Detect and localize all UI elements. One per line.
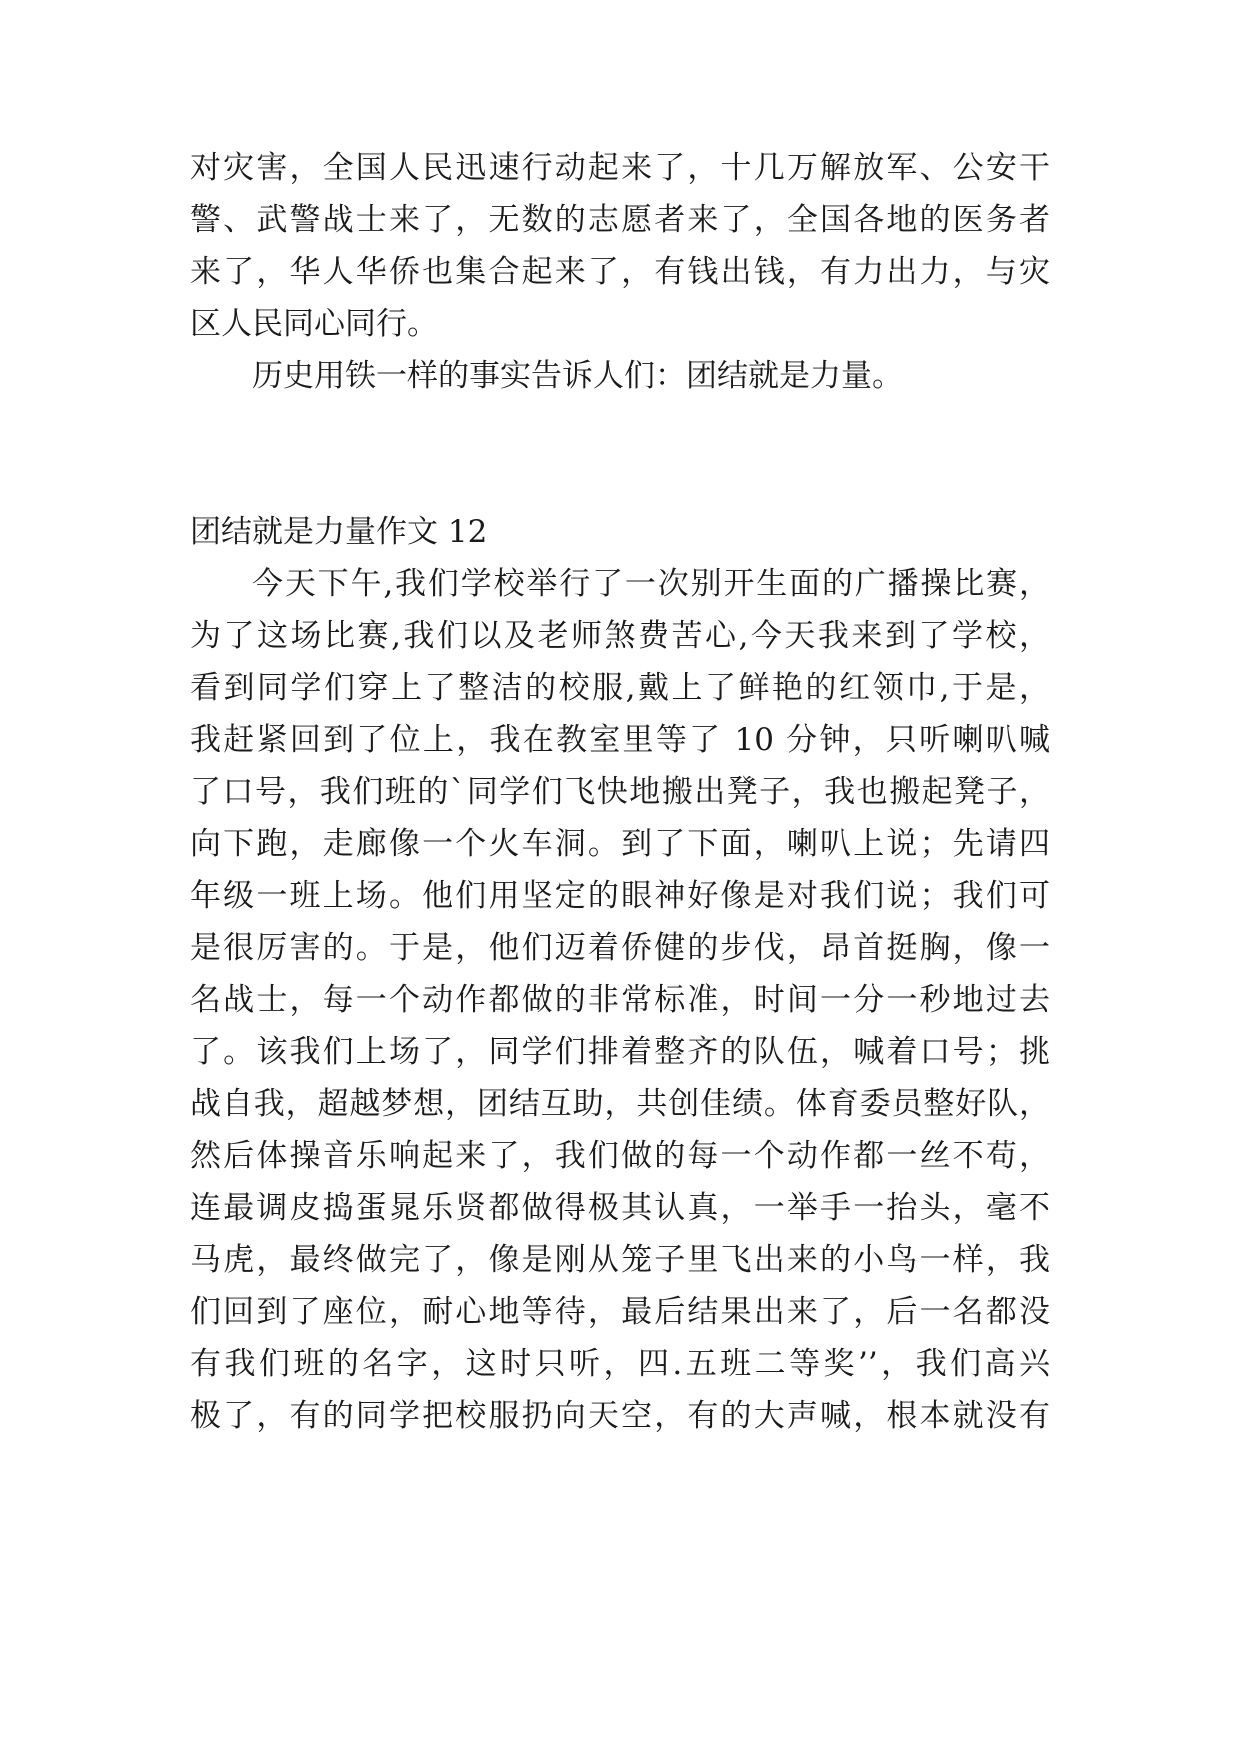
text-line: 然后体操音乐响起来了，我们做的每一个动作都一丝不苟，: [190, 1138, 1050, 1174]
text-line: 连最调皮捣蛋晁乐贤都做得极其认真，一举手一抬头，毫不: [190, 1190, 1050, 1226]
text-line: 今天下午,我们学校举行了一次别开生面的广播操比赛，: [252, 566, 1050, 602]
text-line: 有我们班的名字，这时只听，四.五班二等奖’’，我们高兴: [190, 1346, 1050, 1382]
text-line: 向下跑，走廊像一个火车洞。到了下面，喇叭上说；先请四: [190, 826, 1050, 862]
text-line: 为了这场比赛,我们以及老师煞费苦心,今天我来到了学校，: [190, 618, 1050, 654]
text-line: 了口号，我们班的`同学们飞快地搬出凳子，我也搬起凳子，: [190, 774, 1050, 810]
text-line: 名战士，每一个动作都做的非常标准，时间一分一秒地过去: [190, 982, 1050, 1018]
text-line: 来了，华人华侨也集合起来了，有钱出钱，有力出力，与灾: [190, 254, 1050, 290]
text-line: 战自我，超越梦想，团结互助，共创佳绩。体育委员整好队，: [190, 1086, 1050, 1122]
text-line: 了。该我们上场了，同学们排着整齐的队伍，喊着口号；挑: [190, 1034, 1050, 1070]
section-heading: 团结就是力量作文 12: [190, 514, 488, 550]
text-line: 看到同学们穿上了整洁的校服,戴上了鲜艳的红领巾,于是，: [190, 670, 1050, 706]
text-line: 区人民同心同行。: [190, 306, 438, 342]
text-line: 对灾害，全国人民迅速行动起来了，十几万解放军、公安干: [190, 150, 1050, 186]
text-line: 我赶紧回到了位上，我在教室里等了 10 分钟，只听喇叭喊: [190, 722, 1050, 758]
text-line: 历史用铁一样的事实告诉人们：团结就是力量。: [252, 358, 903, 394]
text-line: 是很厉害的。于是，他们迈着侨健的步伐，昂首挺胸，像一: [190, 930, 1050, 966]
text-line: 极了，有的同学把校服扔向天空，有的大声喊，根本就没有: [190, 1398, 1050, 1434]
text-line: 马虎，最终做完了，像是刚从笼子里飞出来的小鸟一样，我: [190, 1242, 1050, 1278]
text-line: 警、武警战士来了，无数的志愿者来了，全国各地的医务者: [190, 202, 1050, 238]
text-line: 年级一班上场。他们用坚定的眼神好像是对我们说；我们可: [190, 878, 1050, 914]
text-line: 们回到了座位，耐心地等待，最后结果出来了，后一名都没: [190, 1294, 1050, 1330]
